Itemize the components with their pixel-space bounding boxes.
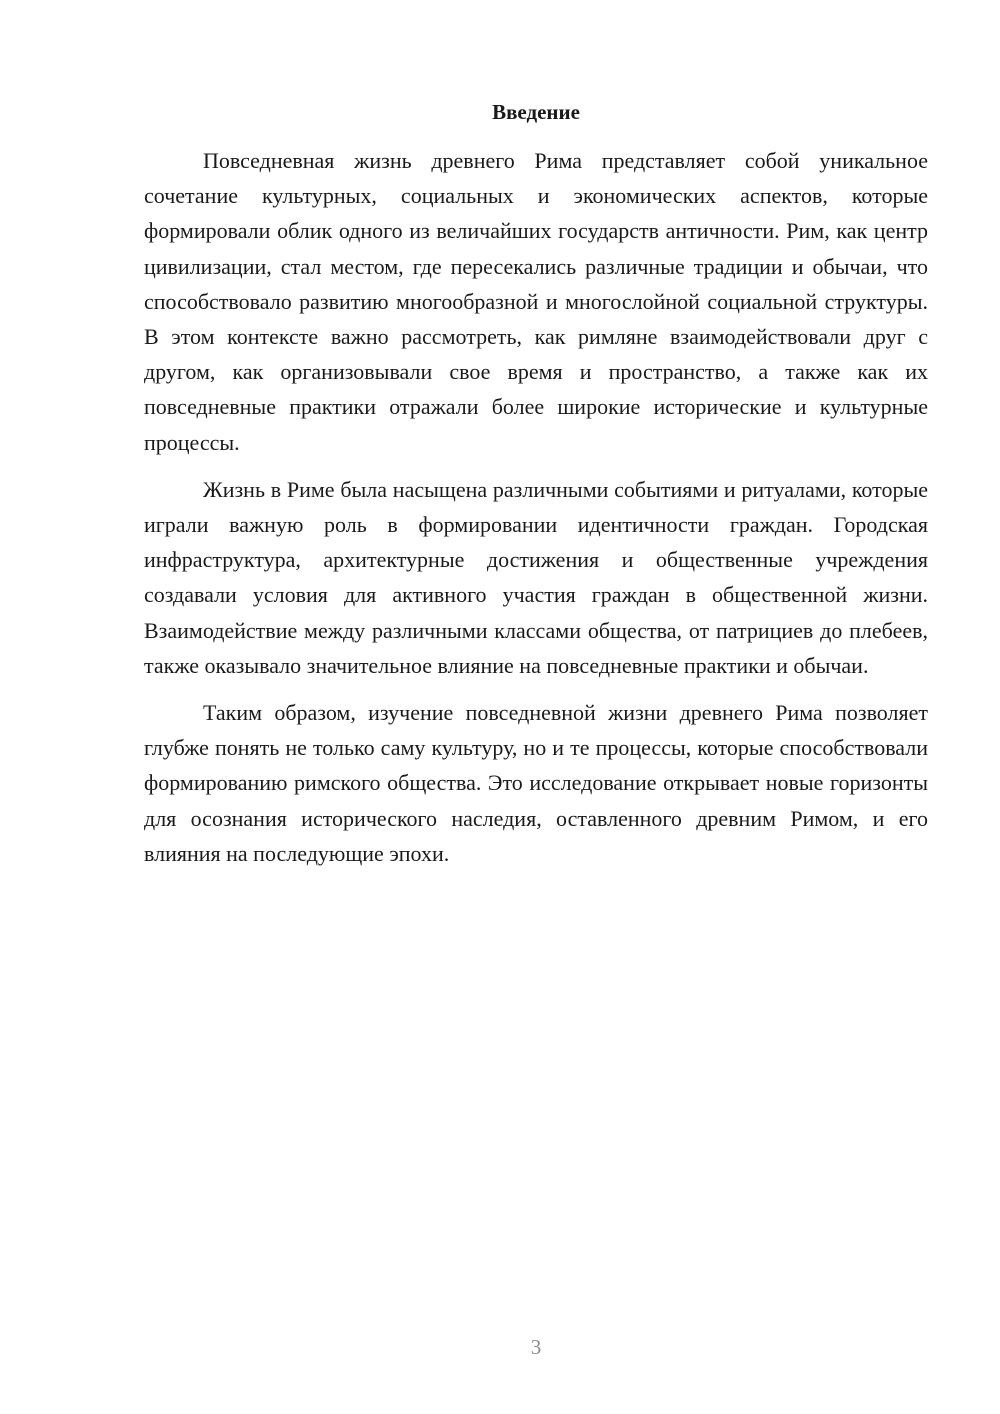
body-text [144,143,928,871]
paragraph-3: Таким образом, изучение повседневной жизни древнего Рима позволяет глубже понять не только саму культуру, но и те процессы, которые способствовали формированию римского общества. Это исследование открывает новые горизонты для осознания исторического наследия, оставленного древним Римом, и его влияния на последующие эпохи. [144,700,928,866]
page-number: 3 [530,1335,542,1359]
paragraph-2: Жизнь в Риме была насыщена различными событиями и ритуалами, которые играли важную роль в формировании идентичности граждан. Городская инфраструктура, архитектурные достижения и общественные учреждения создавали условия для активного участия граждан в общественной жизни. Взаимодействие между различными классами общества, от патрициев до плебеев, также оказывало значительное влияние на повседневные практики и обычаи. [144,476,928,678]
section-title: Введение [492,100,580,124]
paragraph-1: Повседневная жизнь древнего Рима представляет собой уникальное сочетание культурных, социальных и экономических аспектов, которые формировали облик одного из величайших государств античности. Рим, как центр цивилизации, стал местом, где пересекались различные традиции и обычаи, что способствовало развитию многообразной и многослойной социальной структуры. В этом контексте важно рассмотреть, как римляне взаимодействовали друг с другом, как организовывали свое время и пространство, а также как их повседневные практики отражали более широкие исторические и культурные процессы. [144,148,928,455]
